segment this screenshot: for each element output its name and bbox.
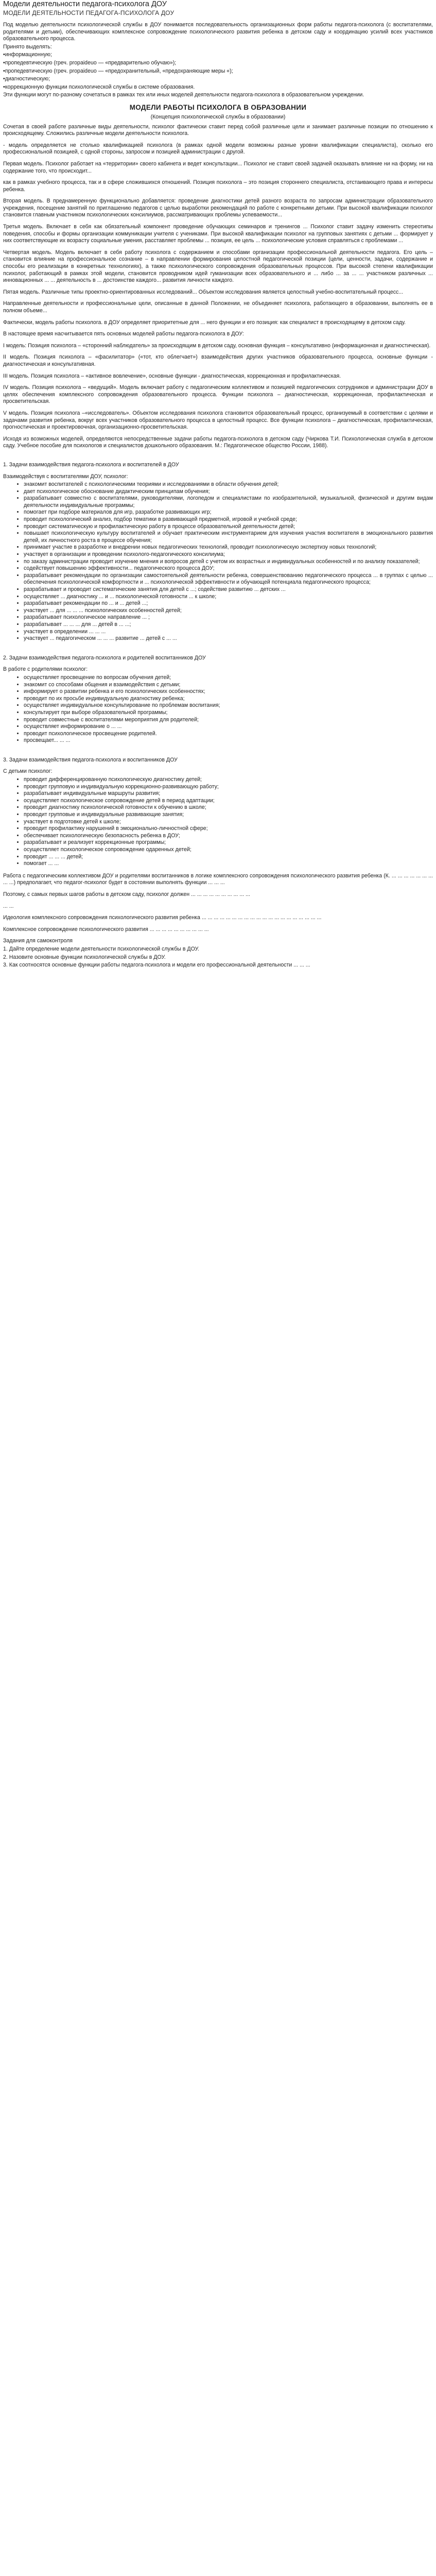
list-item: • просвещает... ... ... — [24, 737, 433, 744]
list-item: • содействует повышению эффективности... педагогического процесса ДОУ; — [24, 565, 433, 572]
section-subheading: (Концепция психологической службы в образовании) — [150, 113, 286, 120]
paragraph: Третья модель. Включает в себя как обязательный компонент проведение обучающих семинаров и тренингов ... Психолог ставит задачу изменить стереотипы поведения, способы и формы организации коммуникации учителя с учениками. При высокой квалификации психолог на групповых занятиях с детьми ... формирует у них соответствующие их возрасту социальные умения, расставляет проблемы ... позиция, ее цель ... психологические условия справляться с проблемами ... — [3, 224, 433, 244]
list-item: • знакомит со способами общения и взаимодействия с детьми; — [24, 682, 433, 689]
list-item: • проводит групповые и индивидуальные развивающие занятия; — [24, 811, 433, 819]
paragraph: II модель. Позиция психолога – «фасилитатор» («тот, кто облегчает») взаимодействия других участников образовательного процесса, основные функции - диагностическая и консультативная. — [3, 354, 433, 367]
paragraph: Четвертая модель. Модель включает в себя работу психолога с содержанием и способами организации профессиональной деятельности педагога. Его цель – становится влияние на профессиональное сознание – в направлении формирования целостной педагогической позиции (цели, ценности, задачи, содержание и способы его реализации в конкретных технологиях), а также психологического сопровождения образовательных процессов. При высокой степени квалификации психолог, работающий в рамках этой модели, становится проводником идей гуманизации всех образовательного и ... либо ... за ... ... участником различных ... инновационных ... ... деятельность в ... достоинстве каждого... развития личности каждого. — [3, 249, 433, 284]
task-lead: С детьми психолог: — [3, 768, 53, 775]
list-item: • участвует в организации и проведении психолого-педагогического консилиума; — [24, 551, 433, 558]
list-item: • участвует ... для ... ... ... психологических особенностей детей; — [24, 607, 433, 615]
list-item: • осуществляет индивидуальное консультирование по проблемам воспитания; — [24, 702, 433, 709]
paragraph: как в рамках учебного процесса, так и в сфере сложившихся отношений. Позиция психолога – это позиция стороннего специалиста, отстаивающего права и интересы ребенка. — [3, 179, 433, 193]
list-item: • проводит психологическое просвещение родителей. — [24, 731, 433, 738]
paragraph: Идеология комплексного сопровождения психологического развития ребенка ... ... ... ... ... ... ... ... ... ... ... ... ... ... ... ... ... ... ... ... — [3, 914, 322, 921]
list-item: • разрабатывает рекомендации по ... и ... детей ...; — [24, 600, 433, 607]
list-item: • осуществляет психологическое сопровождение одаренных детей; — [24, 846, 433, 854]
list-item: • участвует в определении ... ... ... — [24, 629, 433, 636]
self-control-question: 1. Дайте определение модели деятельности психологической службы в ДОУ. — [3, 945, 199, 952]
list-item: • по заказу администрации проводит изучение мнения и вопросов детей с учетом их возрастных и индивидуальных особенностей и по анализу показателей; — [24, 558, 433, 566]
list-item: • осуществляет информирование о ... ... — [24, 723, 433, 731]
intro-paragraph: Эти функции могут по-разному сочетаться в рамках тех или иных моделей деятельности педагога-психолога в образовательном учреждении. — [3, 92, 364, 98]
task-parents — [3, 655, 433, 744]
paragraph: Фактически, модель работы психолога. в ДОУ определяет приоритетные для ... него функции и его позиция: как специалист в происходящему в детском саду. — [3, 319, 406, 326]
list-item: • проводит по их просьбе индивидуальную диагностику ребенка; — [24, 696, 433, 703]
list-item: • повышает психологическую культуру воспитателей и обучает практическим инструментарием для изучения участия воспитателя в эмоционального развития детей, их личностного роста в процессе обучения; — [24, 530, 433, 544]
paragraph: III модель. Позиция психолога – «активное вовлечение», основные функции - диагностическая, коррекционная и профилактическая. — [3, 372, 341, 379]
list-item: • разрабатывает и реализует коррекционные программы; — [24, 839, 433, 846]
self-control-title: Задания для самоконтроля — [3, 938, 73, 944]
document-page — [0, 0, 436, 972]
list-item: • дает психологическое обоснование дидактическим принципам обучения; — [24, 488, 433, 496]
list-item: • участвует в подготовке детей к школе; — [24, 819, 433, 826]
task-children — [3, 757, 433, 868]
self-control-question: 2. Назовите основные функции психологической службы в ДОУ. — [3, 954, 166, 960]
task-lead: Взаимодействуя с воспитателями ДОУ, психолог: — [3, 473, 128, 480]
paragraph: Вторая модель. В преднамеренную функционально добавляется: проведение диагностики детей разного возраста по запросам администрации образовательного учреждения, посещение занятий по приглашению педагогов с целью выработки рекомендаций по работе с конкретными детьми. При высокой квалификации психолог становится главным участником психологических консилиумов, рассматривающих проблемы успеваемости... — [3, 198, 433, 218]
list-item: • принимает участие в разработке и внедрении новых педагогических технологий, проводит психологическую экспертизу новых технологий; — [24, 544, 433, 551]
paragraph: Комплексное сопровождение психологического развития ... ... ... ... ... ... ... ... ... ... — [3, 926, 209, 933]
section-five-models — [3, 319, 433, 450]
intro-paragraph: Принято выделять: — [3, 43, 52, 50]
list-item: • проводит диагностику психологической готовности к обучению в школе; — [24, 804, 433, 811]
list-item: • разрабатывает и проводит систематические занятия для детей с ...; содействие развитию ... детских ... — [24, 586, 433, 594]
list-item: • разрабатывает рекомендации по организации самостоятельной деятельности ребенка, совершенствованию педагогического процесса ... в группах с целью ... обеспечения психологической комфортности и ... психологической эффективности и обучающей потенциала педагогического процесса; — [24, 572, 433, 586]
list-item: • проводит систематическую и профилактическую работу в процессе образовательной деятельности детей; — [24, 523, 433, 531]
intro-list-item: •пропедевтическую (греч. propaideuo — «предварительно обучаю»); — [3, 59, 177, 66]
task-list — [3, 776, 433, 868]
intro-list-item: •информационную; — [3, 52, 52, 58]
paragraph: I модель: Позиция психолога – «сторонний наблюдатель» за происходящим в детском саду, основная функция – консультативно (информационная и диагностическая). — [3, 342, 431, 349]
paragraph: В настоящее время насчитывается пять основных моделей работы педагога-психолога в ДОУ: — [3, 331, 244, 337]
section-models — [3, 104, 433, 315]
intro-list-item: •пропедевтическую (греч. propaideuo — «предохранительный, «предохраняющие меры «); — [3, 67, 233, 74]
task-lead: В работе с родителями психолог: — [3, 666, 88, 673]
task-list — [3, 674, 433, 744]
page-title: Модели деятельности педагога-психолога ДОУ — [3, 0, 167, 8]
intro-block — [3, 22, 433, 99]
task-teachers — [3, 462, 433, 642]
list-item: • проводит групповую и индивидуальную коррекционно-развивающую работу; — [24, 784, 433, 791]
list-item: • проводит совместные с воспитателями мероприятия для родителей; — [24, 717, 433, 724]
list-item: • разрабатывает ... ... ... для ... детей в ... ...; — [24, 621, 433, 629]
list-item: • помогает при подборе материалов для игр, разработке развивающих игр; — [24, 509, 433, 516]
paragraph: V модель. Позиция психолога –«исследователь». Объектом исследования психолога становится образовательный процесс, организуемый в соответствии с целями и задачами развития ребенка, вокруг всех участников образовательного процесса в целостный процесс. Все функции психолога – диагностическая, профилактическая, прогностическая и проектировочная, организационно-просветительская. — [3, 410, 433, 431]
list-item: • осуществляет просвещение по вопросам обучения детей; — [24, 674, 433, 682]
paragraph: Работа с педагогическим коллективом ДОУ и родителями воспитанников в логике комплексного сопровождения психологического развития ребенка (К. ... ... ... ... ... ... ... ... ...) предполагает, что педагог-психолог будет в состоянии выполнять функции ... ... ... — [3, 872, 433, 886]
list-item: • осуществляет психологическое сопровождение детей в период адаптации; — [24, 798, 433, 805]
paragraph: Направленные деятельности и профессиональные цели, описанные в данной Положении, не объединяет психолога, работающего в образовании, выполнять ее в полном объеме... — [3, 300, 433, 314]
intro-list-item: •коррекционную функции психологической службы в системе образования. — [3, 83, 195, 90]
section-self-control — [3, 926, 433, 969]
task-title: 2. Задачи взаимодействия педагога-психолога и родителей воспитанников ДОУ — [3, 654, 206, 661]
list-item: • разрабатывает психологическое направление ... ; — [24, 614, 433, 621]
paragraph: Пятая модель. Различные типы проектно-ориентированных исследований... Объектом исследования является целостный учебно-воспитательный процесс... — [3, 289, 404, 295]
list-item: • обеспечивает психологическую безопасность ребенка в ДОУ; — [24, 833, 433, 840]
section-support — [3, 873, 433, 922]
intro-paragraph: Под моделью деятельности психологической службы в ДОУ понимается последовательность организационных форм работы педагога-психолога (с воспитателями, родителями и детьми), обеспечивающих комплексное сопровождение психологического развития ребенка в детском саду и координацию усилий всех участников образовательного процесса. — [3, 22, 433, 42]
list-item: • проводит дифференцированную психологическую диагностику детей; — [24, 776, 433, 784]
list-item: • проводит профилактику нарушений в эмоционально-личностной сфере; — [24, 825, 433, 833]
section-heading: МОДЕЛИ РАБОТЫ ПСИХОЛОГА В ОБРАЗОВАНИИ — [129, 103, 307, 111]
task-title: 3. Задачи взаимодействия педагога-психолога и воспитанников ДОУ — [3, 756, 178, 763]
list-item: • информирует о развитии ребенка и его психологических особенностях; — [24, 688, 433, 696]
list-item: • разрабатывает совместно с воспитателями, руководителями, логопедом и специалистами по изобразительной, музыкальной, физической и другим видам деятельности индивидуальные программы; — [24, 495, 433, 509]
list-item: • осуществляет ... диагностику ... и ... психологической готовности ... к школе; — [24, 594, 433, 601]
list-item: • участвует ... педагогическом ... ... ... развитие ... детей с ... ... — [24, 635, 433, 642]
list-item: • знакомит воспитателей с психологическими теориями и исследованиями в области обучения детей; — [24, 481, 433, 488]
paragraph: Исходя из возможных моделей, определяются непосредственные задачи работы педагога-психолога в детском саду (Чиркова Т.И. Психологическая служба в детском саду. Учебное пособие для психологов и специалистов дошкольного образования. М.: Педагогическое общество России, 1988). — [3, 435, 433, 449]
self-control-question: 3. Как соотносятся основные функции работы педагога-психолога и модели его профессиональной деятельности ... ... ... — [3, 962, 310, 969]
paragraph: ... ... — [3, 903, 14, 909]
list-item: • консультирует при выборе образовательной программы; — [24, 709, 433, 717]
intro-list-item: •диагностическую; — [3, 76, 50, 82]
paragraph: Первая модель. Психолог работает на «территории» своего кабинета и ведет консультации... Психолог не ставит своей задачей оказывать влияние ни на форму, ни на содержание того, что происходит... — [3, 160, 433, 174]
paragraph: Сочетая в своей работе различные виды деятельности, психолог фактически ставит перед собой различные цели и занимает различные позиции по отношению к происходящему. Сложились различные модели деятельности психолога. — [3, 123, 433, 137]
list-item: • разрабатывает индивидуальные маршруты развития; — [24, 790, 433, 798]
paragraph: Поэтому, с самых первых шагов работы в детском саду, психолог должен ... ... ... ... ... ... ... ... ... ... — [3, 891, 250, 897]
list-item: • проводит психологический анализ, подбор тематики в развивающей предметной, игровой и учебной среде; — [24, 516, 433, 523]
list-item: • проводит ... ... ... детей; — [24, 854, 433, 861]
list-item: • помогает ... ... — [24, 860, 433, 868]
page-subtitle: МОДЕЛИ ДЕЯТЕЛЬНОСТИ ПЕДАГОГА-ПСИХОЛОГА ДОУ — [3, 9, 175, 16]
task-title: 1. Задачи взаимодействия педагога-психолога и воспитателей в ДОУ — [3, 461, 179, 468]
task-list — [3, 481, 433, 642]
paragraph: - модель определяется не столько квалификацией психолога (в рамках одной модели возможны разные уровни квалификации специалиста), сколько его профессиональной позицией, с одной стороны, запросом и позицией администрации с другой. — [3, 142, 433, 156]
paragraph: IV модель. Позиция психолога – «ведущий». Модель включает работу с педагогическим коллективом и позицией педагогических сотрудников и администрации ДОУ в целях обеспечения комплексного сопровождения образовательного процесса. Функции психолога – диагностическая, коррекционная, профилактическая и просветительская. — [3, 384, 433, 405]
